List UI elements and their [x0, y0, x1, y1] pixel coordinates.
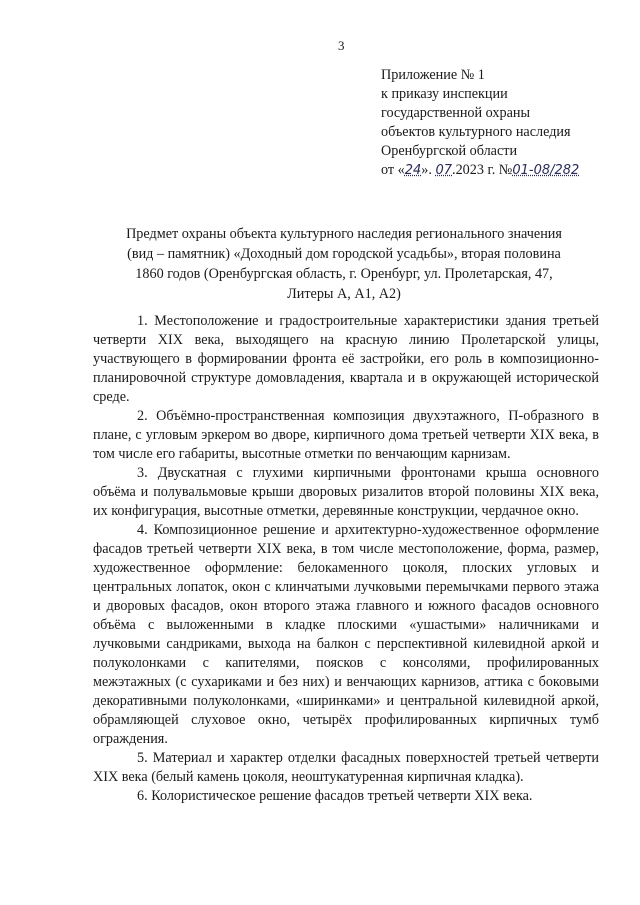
list-item-4: 4. Композиционное решение и архитектурно-художественное оформление фасадов третьей четверти XIX века, в том числе местоположение, форма, размер, художественное оформление: белокаменного цоколя, плоских угловых и центральных лопаток, окон с клинчатыми лучковыми перемычками первого этажа и дворовых фасадов, окон второго этажа главного и южного фасадов основного объёма с выложенными в кладке плоскими «ушастыми» наличниками и лучковыми сандриками, выхода на балкон с перспективной килевидной аркой и полуколонками с капителями, поясков с консолями, профилированных межэтажных (с сухариками и без них) и венчающих карнизов, аттика с боковыми декоративными полуколонками, «ширинками» и центральной килевидной аркой, обрамляющей слуховое окно, четырёх профилированных кирпичных тумб ограждения.	[93, 522, 599, 747]
title-line-4: Литеры А, А1, А2)	[287, 286, 401, 302]
date-separator: ».	[421, 162, 436, 178]
appendix-line-1: Приложение № 1	[381, 67, 485, 83]
appendix-line-3: государственной охраны	[381, 105, 531, 121]
order-number-handwritten: 01-08/282	[512, 163, 580, 178]
appendix-line-5: Оренбургской области	[381, 143, 518, 159]
list-item-6: 6. Колористическое решение фасадов третьей четверти XIX века.	[137, 788, 533, 804]
page-number: 3	[338, 38, 345, 53]
appendix-line-2: к приказу инспекции	[381, 86, 508, 102]
list-item-1: 1. Местоположение и градостроительные характеристики здания третьей четверти XIX века, выходящего на красную линию Пролетарской улицы, участвующего в формировании фронта её застройки, его роль в композиционно-планировочной структуре домовладения, квартала и в окружающей исторической среде.	[93, 313, 599, 405]
document-title	[92, 224, 596, 304]
list-item-5: 5. Материал и характер отделки фасадных поверхностей третьей четверти XIX века (белый камень цоколя, неоштукатуренная кирпичная кладка).	[93, 750, 599, 785]
title-line-3: 1860 годов (Оренбургская область, г. Оренбург, ул. Пролетарская, 47,	[135, 266, 553, 282]
title-line-2: (вид – памятник) «Доходный дом городской усадьбы», вторая половина	[127, 246, 561, 262]
date-year: .2023 г. №	[452, 162, 513, 178]
title-line-1: Предмет охраны объекта культурного наследия регионального значения	[126, 226, 562, 242]
list-item-2: 2. Объёмно-пространственная композиция двухэтажного, П-образного в плане, с угловым эркером во дворе, кирпичного дома третьей четверти XIX века, в том числе его габариты, высотные отметки по венчающим карнизам.	[93, 408, 599, 462]
appendix-header	[381, 66, 631, 180]
date-day-handwritten: 24	[404, 163, 422, 178]
protection-items-list	[93, 312, 599, 806]
list-item-3: 3. Двускатная с глухими кирпичными фронтонами крыша основного объёма и полувальмовые крыши дворовых ризалитов второй половины XIX века, их конфигурация, высотные отметки, деревянные конструкции, чердачное окно.	[93, 465, 599, 519]
appendix-line-4: объектов культурного наследия	[381, 124, 571, 140]
date-month-handwritten: 07	[435, 163, 453, 178]
appendix-date-line	[381, 161, 631, 180]
date-prefix: от «	[381, 162, 405, 178]
